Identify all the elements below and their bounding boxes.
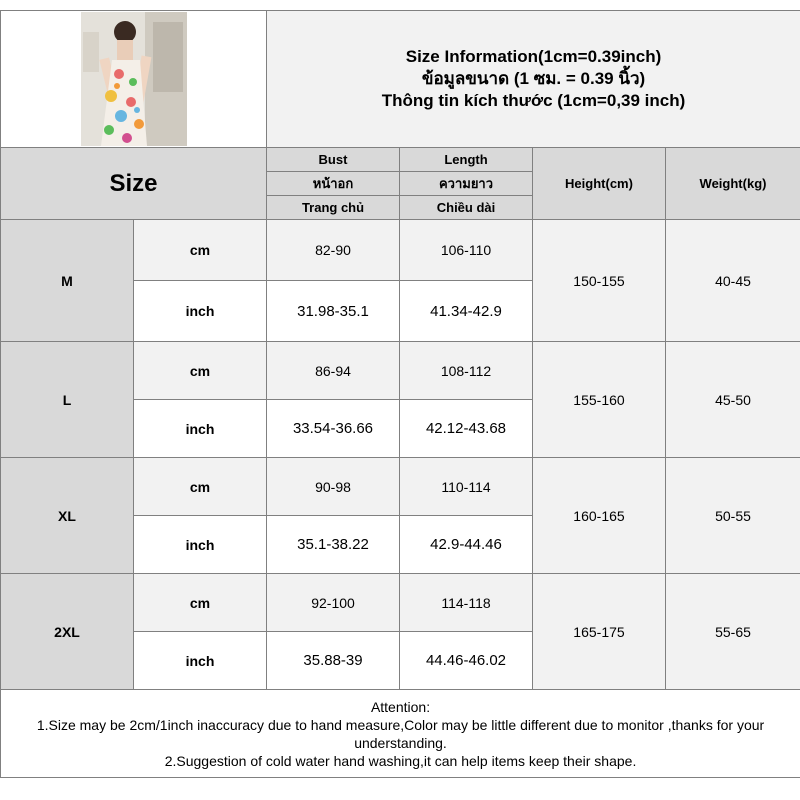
height-value: 155-160 [533,342,666,458]
length-cm-value: 108-112 [400,342,533,400]
weight-value: 55-65 [666,574,800,690]
product-photo-cell [1,11,267,148]
length-cm-value: 114-118 [400,574,533,632]
unit-label-inch: inch [134,516,267,574]
size-chart-sheet [0,10,800,790]
unit-label-cm: cm [134,458,267,516]
attention-title: Attention: [370,698,431,715]
size-info-th: ข้อมูลขนาด (1 ซม. = 0.39 นิ้ว) [421,69,646,88]
bust-cm-value: 86-94 [267,342,400,400]
attention-row [1,690,800,778]
size-chart-table [0,10,800,778]
height-value: 160-165 [533,458,666,574]
length-header-vi: Chiều dài [400,196,533,220]
size-label-m: M [1,220,134,342]
attention-note-1: 1.Size may be 2cm/1inch inaccuracy due to hand measure,Color may be little different due to monitor ,thanks for your understanding. [36,716,765,751]
attention-cell [1,690,800,778]
bust-inch-value: 35.88-39 [267,632,400,690]
size-info-en: Size Information(1cm=0.39inch) [405,47,662,66]
weight-value: 45-50 [666,342,800,458]
bust-header-vi: Trang chủ [267,196,400,220]
unit-label-cm: cm [134,574,267,632]
length-inch-value: 44.46-46.02 [400,632,533,690]
attention-note-2: 2.Suggestion of cold water hand washing,it can help items keep their shape. [164,752,637,769]
length-cm-value: 110-114 [400,458,533,516]
bust-header-th: หน้าอก [267,172,400,196]
length-inch-value: 42.9-44.46 [400,516,533,574]
bust-inch-value: 33.54-36.66 [267,400,400,458]
unit-label-cm: cm [134,342,267,400]
size-column-header: Size [1,148,267,220]
length-header-en: Length [400,148,533,172]
table-row [1,574,800,632]
unit-label-inch: inch [134,281,267,342]
size-label-2xl: 2XL [1,574,134,690]
length-header-th: ความยาว [400,172,533,196]
size-info-vi: Thông tin kích thước (1cm=0,39 inch) [381,91,686,110]
header-row-1 [1,148,800,172]
unit-label-inch: inch [134,632,267,690]
bust-header-en: Bust [267,148,400,172]
bust-cm-value: 90-98 [267,458,400,516]
height-value: 150-155 [533,220,666,342]
bust-inch-value: 31.98-35.1 [267,281,400,342]
table-row [1,458,800,516]
unit-label-cm: cm [134,220,267,281]
height-value: 165-175 [533,574,666,690]
weight-value: 50-55 [666,458,800,574]
weight-value: 40-45 [666,220,800,342]
table-row [1,342,800,400]
length-inch-value: 41.34-42.9 [400,281,533,342]
bust-cm-value: 92-100 [267,574,400,632]
unit-label-inch: inch [134,400,267,458]
weight-header: Weight(kg) [666,148,800,220]
table-row [1,220,800,281]
product-photo [81,12,187,146]
bust-cm-value: 82-90 [267,220,400,281]
size-label-xl: XL [1,458,134,574]
size-label-l: L [1,342,134,458]
length-inch-value: 42.12-43.68 [400,400,533,458]
bust-inch-value: 35.1-38.22 [267,516,400,574]
info-row [1,11,800,148]
length-cm-value: 106-110 [400,220,533,281]
height-header: Height(cm) [533,148,666,220]
size-info-cell [267,11,800,148]
